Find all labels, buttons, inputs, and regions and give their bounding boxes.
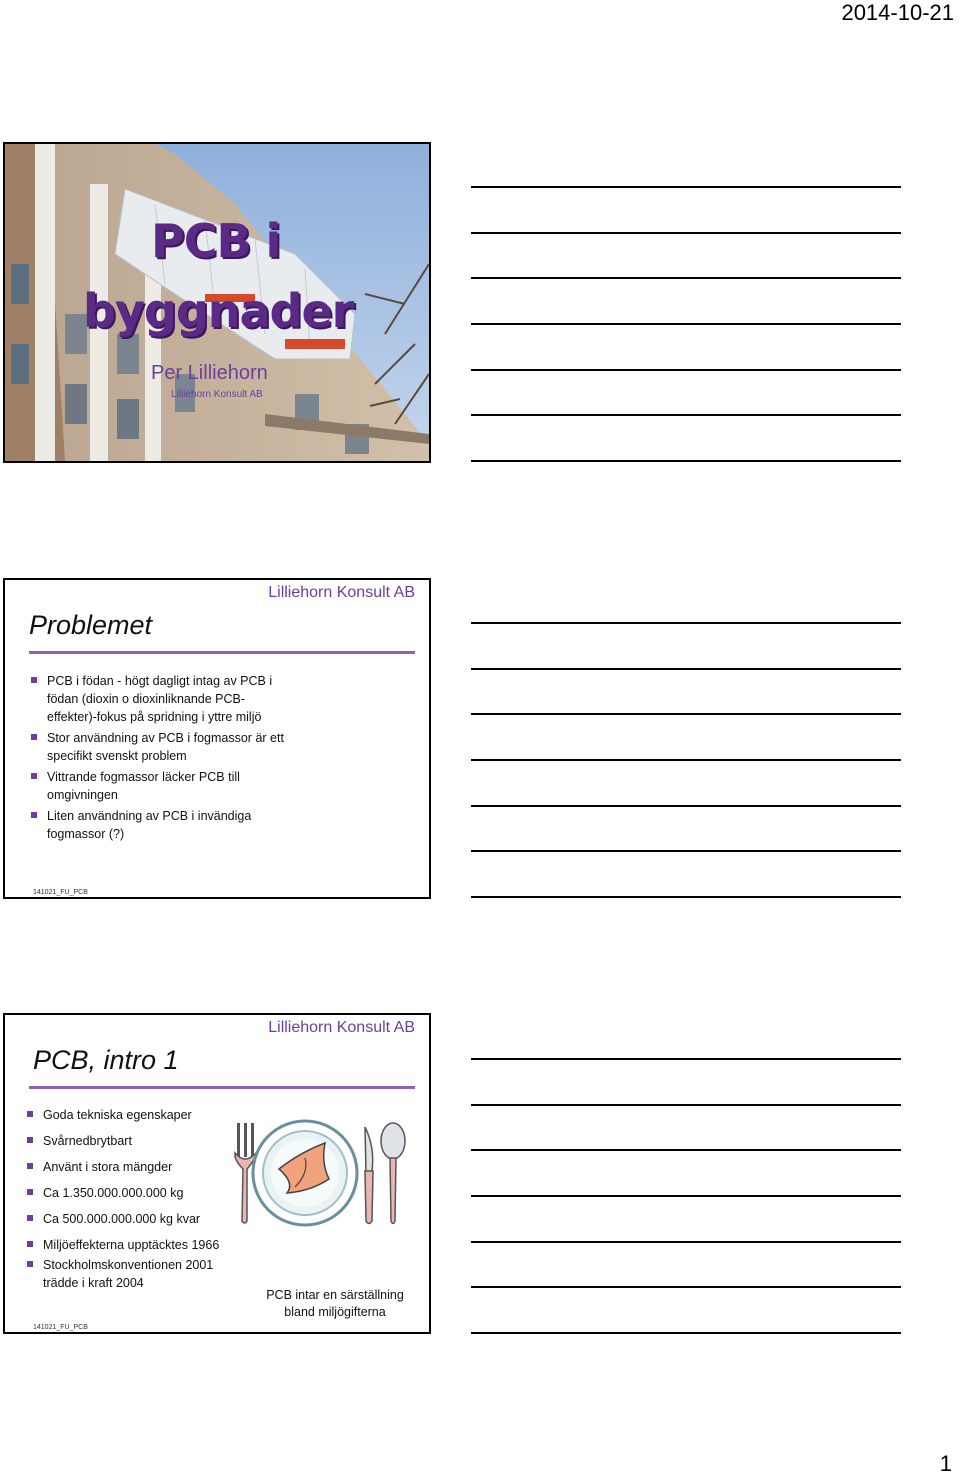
note-line: [471, 414, 901, 416]
note-line: [471, 460, 901, 462]
list-item: Svårnedbrytbart: [25, 1132, 235, 1150]
note-line: [471, 277, 901, 279]
knife-icon: [365, 1127, 373, 1224]
slide3-company-header: Lilliehorn Konsult AB: [268, 1019, 415, 1036]
list-item: Stor användning av PCB i fogmassor är ett specifikt svenskt problem: [29, 729, 289, 765]
list-item: Vittrande fogmassor läcker PCB till omgivningen: [29, 768, 289, 804]
plate-cutlery-icon: [225, 1113, 415, 1233]
slide1-author: Per Lilliehorn: [151, 362, 268, 384]
note-line: [471, 668, 901, 670]
slide2-company-header: Lilliehorn Konsult AB: [268, 584, 415, 601]
slide1-title-line1: PCB i: [151, 214, 281, 268]
list-item: Miljöeffekterna upptäcktes 1966: [25, 1236, 235, 1254]
list-item: Goda tekniska egenskaper: [25, 1106, 235, 1124]
slide-title-photo: [3, 142, 431, 463]
page-number: 1: [939, 1451, 952, 1476]
note-line: [471, 805, 901, 807]
slide2-title-rule: [29, 651, 415, 654]
list-item: Liten användning av PCB i invändiga fogmassor (?): [29, 807, 289, 843]
page-date: 2014-10-21: [841, 0, 954, 25]
note-line: [471, 1286, 901, 1288]
slide2-bullet-list: [29, 672, 289, 846]
list-item: Ca 1.350.000.000.000 kg: [25, 1184, 235, 1202]
note-line: [471, 369, 901, 371]
slide-problemet: [3, 578, 431, 899]
note-line: [471, 896, 901, 898]
slide1-company: Lilliehorn Konsult AB: [171, 389, 263, 400]
note-line: [471, 232, 901, 234]
note-line: [471, 622, 901, 624]
list-item: Ca 500.000.000.000 kg kvar: [25, 1210, 235, 1228]
note-line: [471, 1332, 901, 1334]
slide2-title: Problemet: [29, 610, 153, 640]
note-line: [471, 713, 901, 715]
note-line: [471, 1195, 901, 1197]
list-item: PCB i födan - högt dagligt intag av PCB i födan (dioxin o dioxinliknande PCB-effekter)-fokus på spridning i yttre miljö: [29, 672, 289, 726]
slide1-title-line2: byggnader: [83, 284, 354, 338]
slide-pcb-intro: [3, 1013, 431, 1334]
slide3-footer-code: 141021_FU_PCB: [33, 1324, 88, 1331]
note-line: [471, 186, 901, 188]
slide3-caption: PCB intar en särställning bland miljögifterna: [266, 1288, 404, 1319]
slide1-title: [83, 206, 413, 346]
slide3-title-rule: [29, 1086, 415, 1089]
note-line: [471, 759, 901, 761]
spoon-icon: [381, 1123, 405, 1224]
slide3-title: PCB, intro 1: [33, 1045, 179, 1075]
note-line: [471, 1241, 901, 1243]
note-line: [471, 1104, 901, 1106]
list-item: Stockholmskonventionen 2001 trädde i kraft 2004: [25, 1256, 235, 1292]
note-line: [471, 1058, 901, 1060]
note-line: [471, 850, 901, 852]
note-line: [471, 1149, 901, 1151]
slide2-footer-code: 141021_FU_PCB: [33, 889, 88, 896]
list-item: Använt i stora mängder: [25, 1158, 235, 1176]
note-line: [471, 323, 901, 325]
slide3-bullet-list: [25, 1106, 235, 1300]
